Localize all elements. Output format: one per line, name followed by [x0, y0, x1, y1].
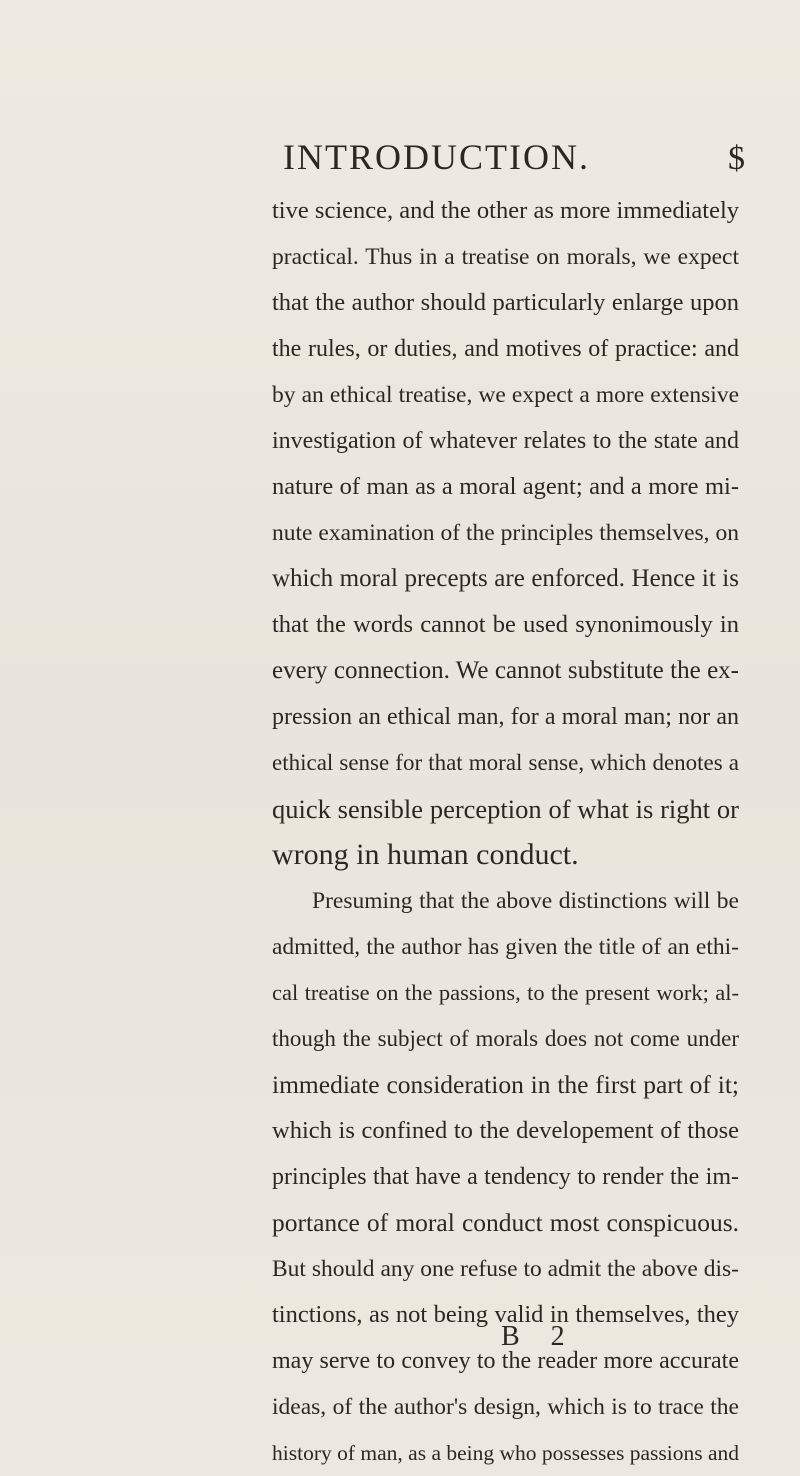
text-line: immediate consideration in the first part of it;: [272, 1070, 739, 1099]
text-line: tinctions, as not being valid in themselves, they: [272, 1301, 739, 1328]
text-line: Presuming that the above distinctions will be: [312, 888, 739, 914]
text-line: though the subject of morals does not come under: [272, 1026, 739, 1051]
text-line: which moral precepts are enforced. Hence it is: [272, 565, 739, 592]
text-line: ideas, of the author's design, which is to trace the: [272, 1394, 739, 1420]
text-line: investigation of whatever relates to the state and: [272, 428, 739, 454]
text-line: that the author should particularly enlarge upon: [272, 289, 739, 316]
page-number: $: [728, 140, 745, 177]
text-line: admitted, the author has given the title of an ethi-: [272, 934, 739, 960]
text-line: cal treatise on the passions, to the present work; al-: [272, 980, 739, 1005]
text-line: the rules, or duties, and motives of practice: and: [272, 336, 739, 362]
text-line: nature of man as a moral agent; and a more mi-: [272, 473, 739, 500]
text-line: ethical sense for that moral sense, which denotes a: [272, 750, 739, 775]
text-line: tive science, and the other as more immediately: [272, 197, 739, 224]
running-title: INTRODUCTION.: [283, 137, 590, 177]
text-line: by an ethical treatise, we expect a more extensive: [272, 382, 739, 408]
page-header: [0, 136, 800, 196]
text-line: pression an ethical man, for a moral man; nor an: [272, 704, 739, 730]
text-line: which is confined to the developement of those: [272, 1117, 739, 1144]
text-line: quick sensible perception of what is right or: [272, 794, 739, 824]
printer-signature: B 2: [501, 1321, 577, 1352]
text-line: history of man, as a being who possesses passions and: [272, 1441, 739, 1465]
text-line: principles that have a tendency to render the im-: [272, 1164, 739, 1190]
text-line: may serve to convey to the reader more accurate: [272, 1348, 739, 1374]
text-line: practical. Thus in a treatise on morals, we expect: [272, 244, 739, 270]
text-line: nute examination of the principles themselves, on: [272, 520, 739, 546]
text-line: that the words cannot be used synonimously in: [272, 611, 739, 638]
text-line: portance of moral conduct most conspicuous.: [272, 1208, 739, 1237]
text-line: But should any one refuse to admit the above dis-: [272, 1256, 739, 1282]
text-line: wrong in human conduct.: [272, 838, 579, 871]
text-line: every connection. We cannot substitute the ex-: [272, 657, 739, 684]
